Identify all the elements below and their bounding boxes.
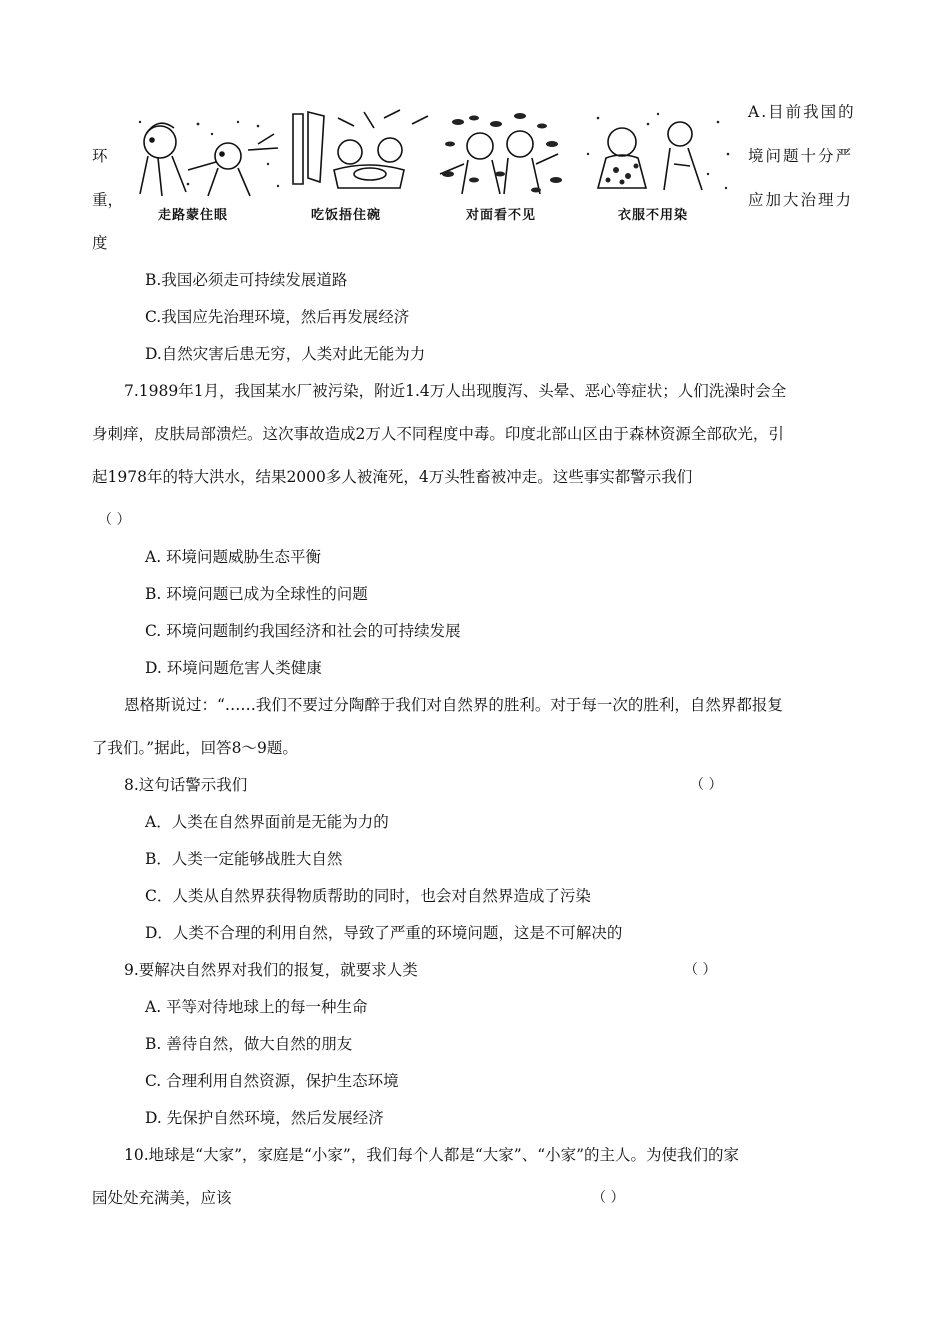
q8-option-d: D．人类不合理的利用自然，导致了严重的环境问题，这是不可解决的 [145,924,623,942]
q6-left-fragment-1: 环 [92,147,108,165]
q7-option-d: D. 环境问题危害人类健康 [145,659,322,677]
panel-eating-icon [293,110,428,188]
panel-walking-icon [140,123,278,196]
q9-option-a: A. 平等对待地球上的每一种生命 [145,998,368,1016]
cartoon-caption-3: 对面看不见 [466,208,537,223]
q7-option-c: C. 环境问题制约我国经济和社会的可持续发展 [145,622,461,640]
q6-option-b: B.我国必须走可持续发展道路 [145,271,348,289]
engels-quote-line-2: 了我们。”据此，回答8～9题。 [92,739,298,757]
q7-stem-line-3: 起1978年的特大洪水，结果2000多人被淹死，4万头牲畜被冲走。这些事实都警示我们 [92,468,693,486]
q6-left-fragment-2: 重， [92,191,124,209]
q6-option-a-tail: 应加大治理力 [748,191,854,209]
q6-option-a-head: A.目前我国的 [748,103,856,121]
q9-option-d: D. 先保护自然环境，然后发展经济 [145,1109,384,1127]
cartoon-caption-4: 衣服不用染 [618,208,689,223]
cartoon-caption-2: 吃饭捂住碗 [311,208,382,223]
q7-option-b: B. 环境问题已成为全球性的问题 [145,585,368,603]
q7-option-a: A. 环境问题威胁生态平衡 [145,548,322,566]
q7-stem-line-1: 7.1989年1月，我国某水厂被污染，附近1.4万人出现腹泻、头晕、恶心等症状；人们洗澡时会全 [124,382,787,400]
q10-stem-line-2: 园处处充满美，应该 [92,1189,232,1207]
panel-clothes-icon [598,122,702,190]
q6-option-c: C.我国应先治理环境，然后再发展经济 [145,308,410,326]
q10-answer-blank: （ ） [592,1190,625,1206]
q9-stem: 9.要解决自然界对我们的报复，就要求人类 [124,961,418,979]
q9-option-b: B. 善待自然，做大自然的朋友 [145,1035,353,1053]
q7-stem-line-2: 身刺痒，皮肤局部溃烂。这次事故造成2万人不同程度中毒。印度北部山区由于森林资源全部砍光，引 [92,425,784,443]
q6-left-fragment-3: 度 [92,234,108,252]
q9-option-c: C. 合理利用自然资源，保护生态环境 [145,1072,399,1090]
panel-smog-icon [440,131,558,194]
q6-option-d: D.自然灾害后患无穷，人类对此无能为力 [145,345,426,363]
q6-option-a-mid: 境问题十分严 [748,147,854,165]
engels-quote-line-1: 恩格斯说过：“……我们不要过分陶醉于我们对自然界的胜利。对于每一次的胜利，自然界都报复 [124,696,783,714]
q9-answer-blank: （ ） [684,962,717,978]
q10-stem-line-1: 10.地球是“大家”，家庭是“小家”，我们每个人都是“大家”、“小家”的主人。为使我们的家 [124,1146,740,1164]
q8-option-a: A．人类在自然界面前是无能为力的 [145,813,389,831]
q7-answer-blank: （ ） [98,512,131,528]
pollution-cartoon-drawing [128,104,740,204]
q8-stem: 8.这句话警示我们 [124,776,248,794]
cartoon-caption-1: 走路蒙住眼 [158,208,229,223]
q8-option-c: C．人类从自然界获得物质帮助的同时，也会对自然界造成了污染 [145,887,591,905]
q8-option-b: B．人类一定能够战胜大自然 [145,850,343,868]
q8-answer-blank: （ ） [690,777,723,793]
